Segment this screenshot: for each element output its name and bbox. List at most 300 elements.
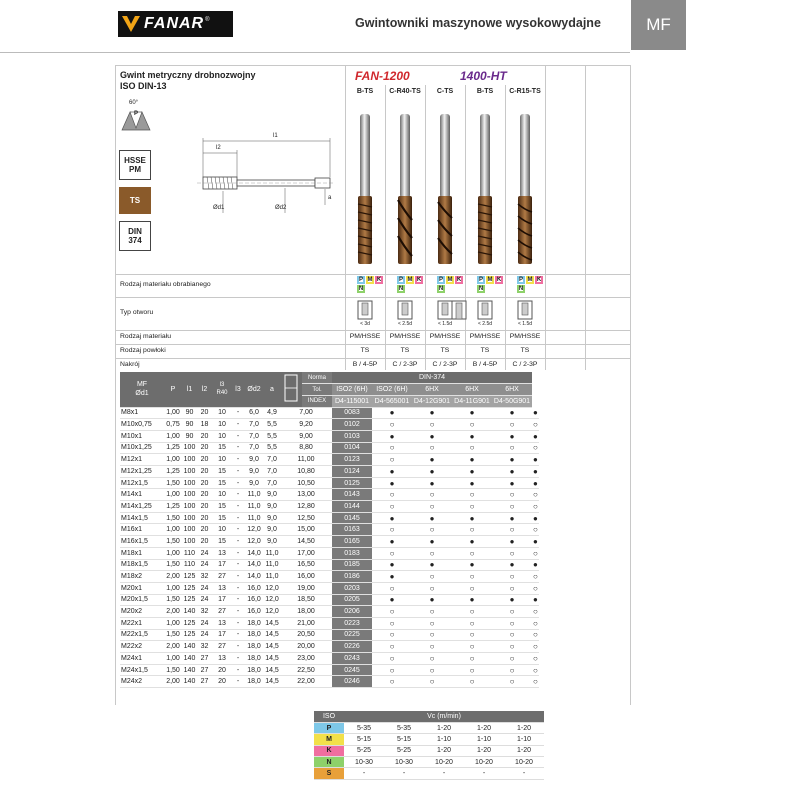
- table-cell: 1,50: [164, 594, 182, 606]
- thread-data-table: [120, 372, 539, 688]
- table-cell: 27: [212, 606, 232, 618]
- index-cell: 0163: [332, 524, 372, 536]
- availability-cell: ○: [412, 419, 452, 431]
- thread-profile-icon: [120, 100, 152, 141]
- vc-cell: 5-15: [344, 734, 384, 745]
- table-cell: -: [232, 676, 244, 688]
- table-cell: -: [232, 501, 244, 513]
- tap-code-3: C-TS: [436, 88, 454, 95]
- index-cell: 0246: [332, 676, 372, 688]
- table-row: [120, 524, 539, 536]
- availability-cell: ●: [492, 430, 532, 442]
- index-cell: 0104: [332, 442, 372, 454]
- table-cell: 4,9: [264, 407, 280, 419]
- tool-material-1: PM/HSSE: [349, 333, 381, 340]
- table-cell: 20: [197, 536, 212, 548]
- iso-m-badge: M: [447, 277, 453, 283]
- table-cell: -: [232, 477, 244, 489]
- table-cell: 14,50: [280, 536, 332, 548]
- table-cell: 27: [197, 664, 212, 676]
- tap-image-5: [518, 114, 532, 264]
- table-cell: 110: [182, 547, 197, 559]
- availability-cell: ○: [372, 524, 412, 536]
- table-cell: 18,0: [244, 664, 264, 676]
- availability-cell: ○: [533, 501, 538, 511]
- tap-image-1: [358, 114, 372, 264]
- index-cell: 0203: [332, 582, 372, 594]
- availability-cell: ○: [372, 629, 412, 641]
- availability-cell: ○: [492, 676, 532, 688]
- table-cell: 1,00: [164, 617, 182, 629]
- availability-cell: ○: [452, 606, 492, 618]
- table-cell: M16x1: [120, 524, 164, 536]
- product-title-line1: Gwint metryczny drobnozwojny: [120, 70, 256, 80]
- table-row: [120, 547, 539, 559]
- table-row: [120, 641, 539, 653]
- table-cell: M10x1,25: [120, 442, 164, 454]
- table-cell: 9,0: [244, 454, 264, 466]
- table-cell: 12,0: [264, 582, 280, 594]
- availability-cell: ○: [412, 582, 452, 594]
- table-row: [120, 407, 539, 419]
- availability-cell: ●: [452, 559, 492, 571]
- table-row: [120, 430, 539, 442]
- table-cell: 18,0: [244, 653, 264, 665]
- table-cell: 18,0: [244, 676, 264, 688]
- table-cell: 32: [197, 641, 212, 653]
- fanar-logo: [118, 11, 233, 37]
- table-cell: -: [232, 571, 244, 583]
- hole-depth-label: < 1.5d: [437, 321, 453, 327]
- table-cell: 11,0: [244, 489, 264, 501]
- table-cell: 9,0: [264, 524, 280, 536]
- table-cell: 14,0: [244, 559, 264, 571]
- availability-cell: ○: [492, 419, 532, 431]
- table-cell: M20x2: [120, 606, 164, 618]
- availability-cell: ○: [452, 641, 492, 653]
- table-cell: 19,00: [280, 582, 332, 594]
- table-cell: 7,0: [264, 466, 280, 478]
- hole-depth-label: < 1.5d: [517, 321, 533, 327]
- tap-code-2: C-R40-TS: [389, 88, 421, 95]
- index-cell: 0226: [332, 641, 372, 653]
- availability-cell: ○: [412, 617, 452, 629]
- table-cell: 125: [182, 571, 197, 583]
- norm-value: DIN-374: [332, 372, 532, 384]
- table-cell: 5,5: [264, 419, 280, 431]
- table-cell: 100: [182, 524, 197, 536]
- table-cell: 14,0: [244, 547, 264, 559]
- availability-cell: ○: [533, 665, 538, 675]
- availability-cell: ○: [533, 607, 538, 617]
- availability-cell: ○: [492, 653, 532, 665]
- table-row: [120, 489, 539, 501]
- table-cell: 20: [197, 442, 212, 454]
- table-cell: 14,5: [264, 617, 280, 629]
- availability-cell: ○: [452, 664, 492, 676]
- table-cell: 23,00: [280, 653, 332, 665]
- table-cell: 13: [212, 617, 232, 629]
- table-cell: 10: [212, 489, 232, 501]
- availability-cell: ○: [533, 490, 538, 500]
- availability-cell: ○: [492, 547, 532, 559]
- pitch-label: P: [134, 111, 139, 117]
- table-cell: M20x1,5: [120, 594, 164, 606]
- table-cell: 17: [212, 559, 232, 571]
- table-cell: 1,00: [164, 407, 182, 419]
- table-cell: 11,0: [244, 501, 264, 513]
- table-cell: -: [232, 664, 244, 676]
- table-cell: 18,0: [244, 617, 264, 629]
- table-cell: 2,00: [164, 571, 182, 583]
- table-cell: 100: [182, 466, 197, 478]
- availability-cell: ○: [372, 442, 412, 454]
- table-cell: 18,0: [244, 629, 264, 641]
- material-badge: HSSE PM: [119, 150, 151, 180]
- availability-cell: ●: [452, 430, 492, 442]
- table-cell: M12x1: [120, 454, 164, 466]
- iso-n-badge: N: [518, 286, 524, 292]
- table-row: [120, 571, 539, 583]
- availability-cell: ○: [492, 606, 532, 618]
- table-cell: 1,25: [164, 466, 182, 478]
- index-cell: 0143: [332, 489, 372, 501]
- availability-cell: ○: [492, 617, 532, 629]
- table-cell: M10x0,75: [120, 419, 164, 431]
- table-cell: 1,00: [164, 653, 182, 665]
- dim-d1: Ød1: [213, 205, 225, 211]
- table-cell: 9,0: [264, 536, 280, 548]
- vc-cell: 1-20: [504, 722, 544, 733]
- availability-cell: ○: [372, 489, 412, 501]
- availability-cell: ●: [533, 513, 538, 523]
- table-cell: 16,50: [280, 559, 332, 571]
- availability-cell: ○: [452, 524, 492, 536]
- table-cell: 9,0: [264, 512, 280, 524]
- availability-cell: ●: [492, 594, 532, 606]
- tool-material-5: PM/HSSE: [509, 333, 541, 340]
- index-3: D4-12G901: [412, 395, 452, 407]
- table-row: [120, 629, 539, 641]
- table-cell: 16,0: [244, 606, 264, 618]
- table-cell: M24x1: [120, 653, 164, 665]
- availability-cell: ●: [492, 407, 532, 419]
- table-cell: 125: [182, 582, 197, 594]
- index-cell: 0125: [332, 477, 372, 489]
- section-tag: MF: [631, 0, 686, 50]
- table-cell: 12,50: [280, 512, 332, 524]
- tol-2: ISO2 (6H): [372, 384, 412, 396]
- table-row: [120, 536, 539, 548]
- table-cell: 15: [212, 536, 232, 548]
- tap-code-1: B-TS: [356, 88, 374, 95]
- prop-tool-material: Rodzaj materiału: [120, 333, 171, 340]
- vc-cell: 10-20: [504, 757, 544, 768]
- table-cell: 15: [212, 477, 232, 489]
- table-cell: M8x1: [120, 407, 164, 419]
- tap-code-4: B-TS: [476, 88, 494, 95]
- prop-coating: Rodzaj powłoki: [120, 347, 166, 354]
- brand-fan1200: FAN-1200: [355, 69, 410, 83]
- table-cell: 20: [197, 501, 212, 513]
- table-cell: -: [232, 512, 244, 524]
- availability-cell: ○: [372, 606, 412, 618]
- availability-cell: ○: [412, 571, 452, 583]
- index-cell: 0205: [332, 594, 372, 606]
- vc-cell: 1-20: [424, 745, 464, 756]
- index-1: D4-115001: [332, 395, 372, 407]
- chamfer-5: C / 2-3P: [512, 361, 538, 368]
- table-cell: -: [232, 489, 244, 501]
- table-cell: 140: [182, 606, 197, 618]
- availability-cell: ○: [492, 489, 532, 501]
- table-cell: 27: [212, 641, 232, 653]
- availability-cell: ●: [412, 466, 452, 478]
- table-cell: 140: [182, 641, 197, 653]
- table-cell: 1,00: [164, 454, 182, 466]
- table-cell: 1,00: [164, 582, 182, 594]
- table-cell: 27: [197, 653, 212, 665]
- vc-cell: 1-10: [464, 734, 504, 745]
- table-cell: M18x1: [120, 547, 164, 559]
- iso-k-badge: K: [416, 277, 422, 283]
- table-cell: 12,0: [244, 524, 264, 536]
- availability-cell: ●: [533, 408, 538, 418]
- iso-p-badge: P: [518, 277, 523, 283]
- table-cell: 1,25: [164, 442, 182, 454]
- table-cell: M16x1,5: [120, 536, 164, 548]
- table-cell: -: [232, 419, 244, 431]
- table-cell: 2,00: [164, 606, 182, 618]
- table-cell: 1,00: [164, 489, 182, 501]
- availability-cell: ●: [372, 466, 412, 478]
- table-cell: 24: [197, 629, 212, 641]
- index-4: D4-11G901: [452, 395, 492, 407]
- table-cell: -: [232, 606, 244, 618]
- vc-cell: 1-20: [504, 745, 544, 756]
- availability-cell: ●: [492, 477, 532, 489]
- availability-cell: ○: [533, 653, 538, 663]
- table-cell: -: [232, 454, 244, 466]
- table-cell: 8,80: [280, 442, 332, 454]
- col-head-l2: l2: [197, 372, 212, 407]
- availability-cell: ●: [372, 594, 412, 606]
- vc-cell: 10-20: [464, 757, 504, 768]
- table-cell: 7,0: [244, 419, 264, 431]
- coating-4: TS: [480, 347, 490, 354]
- col-head-l3: l3: [232, 372, 244, 407]
- table-cell: M24x1,5: [120, 664, 164, 676]
- table-cell: 17,00: [280, 547, 332, 559]
- availability-cell: ○: [412, 547, 452, 559]
- tool-material-2: PM/HSSE: [389, 333, 421, 340]
- din-badge: DIN 374: [119, 221, 151, 251]
- availability-cell: ●: [533, 595, 538, 605]
- coating-2: TS: [400, 347, 410, 354]
- index-cell: 0124: [332, 466, 372, 478]
- availability-cell: ●: [492, 466, 532, 478]
- table-cell: 20: [212, 664, 232, 676]
- table-cell: 7,0: [244, 442, 264, 454]
- vc-cell: 1-20: [424, 722, 464, 733]
- table-cell: 9,0: [264, 489, 280, 501]
- product-title: [120, 70, 256, 92]
- table-cell: 7,00: [280, 407, 332, 419]
- table-cell: 20: [197, 477, 212, 489]
- availability-cell: ○: [372, 617, 412, 629]
- table-cell: 24: [197, 547, 212, 559]
- table-cell: 2,00: [164, 676, 182, 688]
- dim-a: a: [328, 195, 332, 201]
- table-cell: 32: [197, 571, 212, 583]
- table-cell: 20: [197, 512, 212, 524]
- table-cell: 18: [197, 419, 212, 431]
- table-cell: 22,50: [280, 664, 332, 676]
- availability-cell: ●: [372, 430, 412, 442]
- availability-cell: ○: [492, 664, 532, 676]
- availability-cell: ●: [412, 477, 452, 489]
- availability-cell: ●: [533, 455, 538, 465]
- availability-cell: ●: [412, 536, 452, 548]
- table-cell: -: [232, 582, 244, 594]
- chamfer-2: C / 2-3P: [392, 361, 418, 368]
- vc-cell: 5-25: [384, 745, 424, 756]
- availability-cell: ○: [452, 653, 492, 665]
- table-cell: 10,50: [280, 477, 332, 489]
- col-head-d2: Ød2: [244, 372, 264, 407]
- iso-n-badge: N: [398, 286, 404, 292]
- table-cell: 13: [212, 582, 232, 594]
- table-cell: -: [232, 547, 244, 559]
- hole-depth-label: < 2.5d: [397, 321, 413, 327]
- table-cell: 125: [182, 594, 197, 606]
- table-cell: 12,0: [244, 536, 264, 548]
- table-cell: M18x2: [120, 571, 164, 583]
- table-cell: 9,20: [280, 419, 332, 431]
- table-cell: 15,00: [280, 524, 332, 536]
- availability-cell: ●: [452, 477, 492, 489]
- table-cell: 100: [182, 512, 197, 524]
- col-head-schematic: [280, 372, 302, 407]
- vc-cell: -: [384, 768, 424, 779]
- availability-cell: ●: [372, 477, 412, 489]
- iso-p-badge: P: [398, 277, 403, 283]
- availability-cell: ○: [533, 677, 538, 687]
- index-cell: 0245: [332, 664, 372, 676]
- availability-cell: ●: [492, 536, 532, 548]
- iso-head: ISO: [314, 711, 344, 722]
- availability-cell: ○: [533, 572, 538, 582]
- availability-cell: ○: [452, 571, 492, 583]
- logo-text: FANAR: [144, 15, 205, 32]
- availability-cell: ○: [372, 676, 412, 688]
- availability-cell: ○: [412, 676, 452, 688]
- table-cell: 20: [197, 454, 212, 466]
- table-cell: -: [232, 407, 244, 419]
- availability-cell: ○: [412, 664, 452, 676]
- iso-k-badge: K: [376, 277, 382, 283]
- iso-k-badge: K: [536, 277, 542, 283]
- availability-cell: ●: [533, 431, 538, 441]
- tap-images: [345, 108, 545, 273]
- table-cell: 11,00: [280, 454, 332, 466]
- iso-group-cell: M: [314, 734, 344, 745]
- tap-image-3: [438, 114, 452, 264]
- table-cell: 140: [182, 664, 197, 676]
- table-cell: 9,00: [280, 430, 332, 442]
- table-row: [120, 582, 539, 594]
- product-title-line2: ISO DIN-13: [120, 81, 167, 91]
- table-cell: 6,0: [244, 407, 264, 419]
- availability-cell: ○: [533, 583, 538, 593]
- availability-cell: ○: [452, 442, 492, 454]
- availability-cell: ○: [412, 524, 452, 536]
- vc-cell: 10-30: [384, 757, 424, 768]
- iso-m-badge: M: [487, 277, 493, 283]
- availability-cell: ●: [412, 430, 452, 442]
- index-cell: 0165: [332, 536, 372, 548]
- availability-cell: ●: [492, 559, 532, 571]
- table-cell: 24: [197, 582, 212, 594]
- table-cell: 18,0: [244, 641, 264, 653]
- table-row: [120, 466, 539, 478]
- col-head-size: MF Ød1: [120, 372, 164, 407]
- table-cell: 90: [182, 407, 197, 419]
- availability-cell: ○: [492, 582, 532, 594]
- iso-p-badge: P: [438, 277, 443, 283]
- table-cell: 14,5: [264, 676, 280, 688]
- table-row: [120, 617, 539, 629]
- tool-material-3: PM/HSSE: [429, 333, 461, 340]
- availability-cell: ○: [412, 653, 452, 665]
- table-cell: 5,5: [264, 442, 280, 454]
- table-row: [120, 664, 539, 676]
- vc-row: [314, 722, 544, 733]
- registered-mark: ®: [205, 17, 210, 23]
- table-cell: 14,5: [264, 664, 280, 676]
- table-cell: M14x1: [120, 489, 164, 501]
- availability-cell: ○: [452, 489, 492, 501]
- vc-cell: -: [424, 768, 464, 779]
- coating-3: TS: [440, 347, 450, 354]
- availability-cell: ●: [372, 407, 412, 419]
- table-cell: -: [232, 629, 244, 641]
- iso-group-cell: K: [314, 745, 344, 756]
- availability-cell: ○: [372, 582, 412, 594]
- table-cell: 5,5: [264, 430, 280, 442]
- tap-image-2: [398, 114, 412, 264]
- table-cell: 1,50: [164, 477, 182, 489]
- table-cell: 27: [197, 676, 212, 688]
- table-row: [120, 559, 539, 571]
- table-cell: 18,00: [280, 606, 332, 618]
- availability-cell: ○: [372, 653, 412, 665]
- table-cell: -: [232, 466, 244, 478]
- table-cell: 1,50: [164, 512, 182, 524]
- chamfer-4: B / 4-5P: [472, 361, 498, 368]
- table-row: [120, 676, 539, 688]
- table-cell: 10: [212, 407, 232, 419]
- table-cell: M14x1,5: [120, 512, 164, 524]
- availability-cell: ○: [533, 548, 538, 558]
- coating-1: TS: [360, 347, 370, 354]
- index-label: INDEX: [302, 395, 332, 407]
- table-cell: 10: [212, 454, 232, 466]
- table-cell: -: [232, 594, 244, 606]
- table-cell: -: [232, 442, 244, 454]
- vc-head: Vc (m/min): [344, 711, 544, 722]
- availability-cell: ○: [533, 642, 538, 652]
